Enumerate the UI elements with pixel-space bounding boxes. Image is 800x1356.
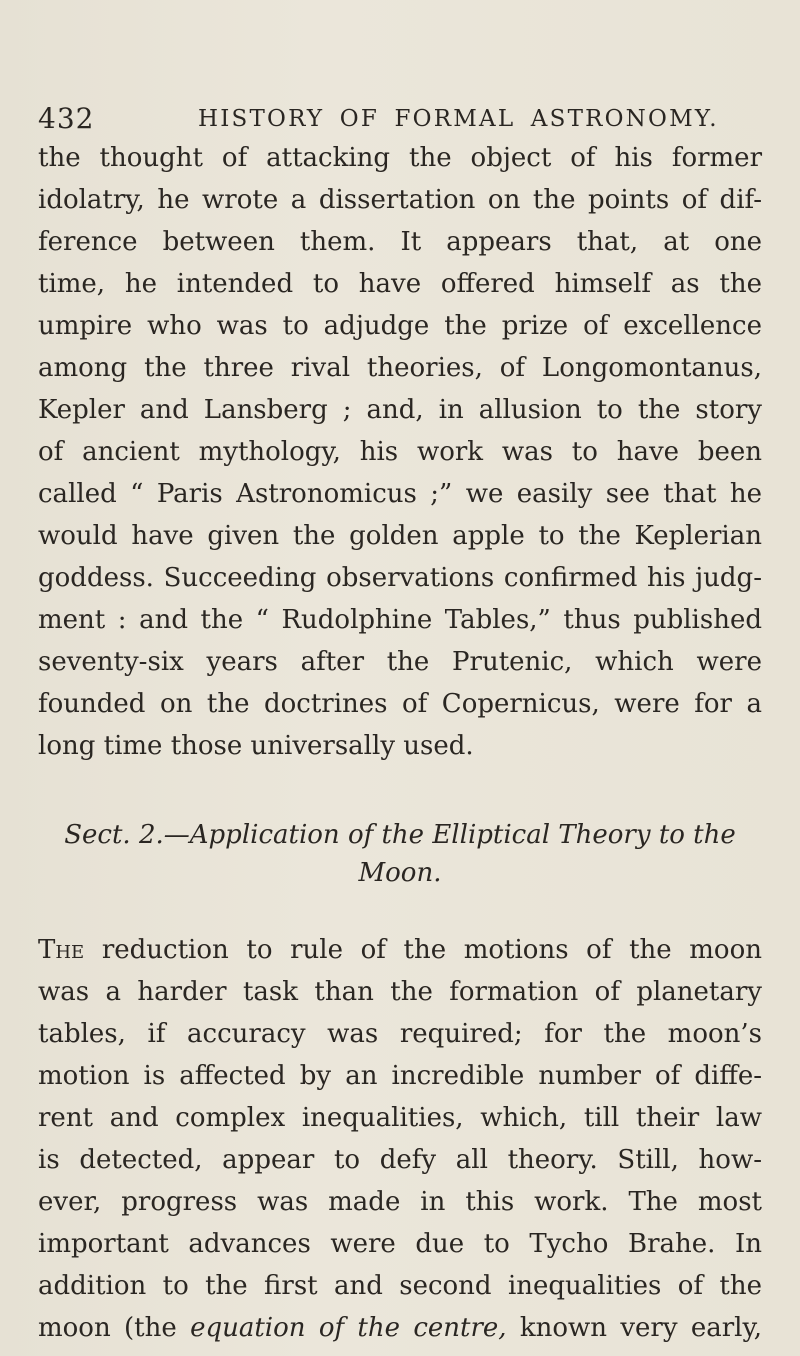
text-line: umpire who was to adjudge the prize of excellence	[38, 311, 762, 341]
text-line	[38, 937, 762, 963]
text-line	[38, 1315, 762, 1341]
text-line: would have given the golden apple to the Keplerian	[38, 521, 762, 551]
text-line: among the three rival theories, of Longomontanus,	[38, 353, 762, 383]
text-line: founded on the doctrines of Copernicus, were for a	[38, 689, 762, 719]
text-line: long time those universally used.	[38, 731, 474, 761]
running-head: HISTORY OF FORMAL ASTRONOMY.	[198, 106, 719, 132]
text-span: known very early,	[506, 1313, 762, 1343]
text-line: ference between them. It appears that, at one	[38, 227, 762, 257]
text-line: ever, progress was made in this work. The most	[38, 1187, 762, 1217]
section-heading-line: Sect. 2.—Application of the Elliptical Theory to the	[64, 820, 736, 850]
text-line: is detected, appear to defy all theory. Still, how-	[38, 1145, 762, 1175]
drop-word: The	[38, 935, 85, 965]
text-line: ment : and the “ Rudolphine Tables,” thus published	[38, 605, 762, 635]
page-number: 432	[38, 102, 95, 135]
text-span: reduction to rule of the motions of the moon	[84, 935, 762, 965]
text-line: addition to the first and second inequalities of the	[38, 1271, 762, 1301]
text-line: motion is affected by an incredible number of diffe-	[38, 1061, 762, 1091]
text-line: Kepler and Lansberg ; and, in allusion to the story	[38, 395, 762, 425]
text-line: tables, if accuracy was required; for the moon’s	[38, 1019, 762, 1049]
italic-term: equation of the centre,	[190, 1313, 507, 1343]
text-line: was a harder task than the formation of planetary	[38, 977, 762, 1007]
text-span: moon (the	[38, 1313, 191, 1343]
text-line: the thought of attacking the object of his former	[38, 143, 762, 173]
text-line: important advances were due to Tycho Brahe. In	[38, 1229, 762, 1259]
page-header	[38, 102, 758, 142]
text-line: called “ Paris Astronomicus ;” we easily see that he	[38, 479, 762, 509]
text-line: goddess. Succeeding observations confirmed his judg-	[38, 563, 762, 593]
section-heading-line: Moon.	[358, 858, 442, 888]
text-line: of ancient mythology, his work was to have been	[38, 437, 762, 467]
text-line: idolatry, he wrote a dissertation on the points of dif-	[38, 185, 762, 215]
text-line: time, he intended to have offered himself as the	[38, 269, 762, 299]
text-line: rent and complex inequalities, which, till their law	[38, 1103, 762, 1133]
text-line: seventy-six years after the Prutenic, which were	[38, 647, 762, 677]
